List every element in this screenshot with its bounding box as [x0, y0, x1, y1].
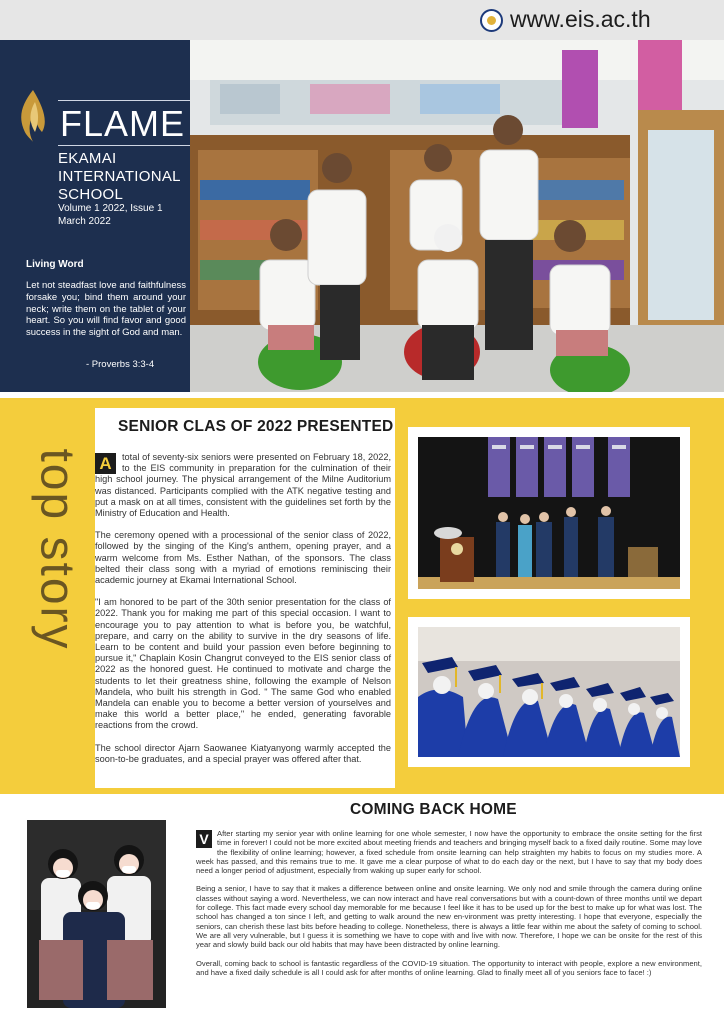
- issue-info: [58, 202, 163, 228]
- masthead: [0, 40, 190, 392]
- article-paragraph: The school director Ajarn Saowanee Kiatyanyong warmly accepted the soon-to-be graduates, and a special prayer was offered after that.: [95, 742, 391, 764]
- ceremony-stage-photo-frame: [408, 427, 690, 599]
- paragraph-text: total of seventy-six seniors were presented on February 18, 2022, to the EIS community in preparation for the culmination of their high school journey. The physical arrangement of the Milne Auditorium was distanced. Participants complied with the ATK negative testing and put a mask on at all times, consistent with the guidelines set forth by the Ministry of Education and Health.: [95, 452, 391, 519]
- ceremony-stage-image: [418, 437, 680, 589]
- living-word-reference: - Proverbs 3:3-4: [86, 359, 155, 370]
- website-link[interactable]: www.eis.ac.th: [510, 6, 651, 32]
- top-bar: [0, 0, 724, 40]
- volume-text: Volume 1 2022, Issue 1: [58, 203, 163, 214]
- article-body: [95, 452, 391, 776]
- article-title-coming-home: COMING BACK HOME: [350, 801, 517, 818]
- drop-cap: A: [95, 453, 116, 474]
- paragraph-text: After starting my senior year with online learning for one whole semester, I now have the opportunity to embrace the onsite setting for the first time in forever! I could not be more excited about meeting friends and teachers and bringing myself back to a fixed daily routine. Some may love the flexibility of online learning; however, a fixed schedule from onsite learning can help straighten my habits to focus on my studies more. A week has passed, and this remains true to me. It gave me a clear purpose of what to do each day or the next, but I have to say that my body does need a longer period of adjustment, especially from waking up super early for school.: [196, 829, 702, 876]
- article-paragraph: Being a senior, I have to say that it makes a difference between online and onsite learning. We only nod and smile through the camera during online classes without saying a word. Nevertheless, we can now interact and have real conversations but with a count-down of three months until we depart for college. This fact made every school day memorable for me because I feel like it has to be used up for the best to make up for what was lost. The school has changed a ton since I left, and getting to walk around the new en-vironment was pretty interesting. I hope that everyone, especially the seniors, can cherish these last bits before heading to college. Nonetheless, there is always a little fear within me about the safety of coming to school. We are all very vulnerable, but I guess it is something we have to cope with and live with now. Therefore, I hope we can be onsite for the rest of this year and slowly build back our old habits that may have been distracted by online learning.: [196, 884, 702, 950]
- school-name: [58, 150, 188, 204]
- graduates-image: [418, 627, 680, 757]
- graduates-photo-frame: [408, 617, 690, 767]
- living-word-text: Let not steadfast love and faithfulness forsake you; bind them around your neck; write them on the tablet of your heart. So you will find favor and good success in the sight of God and man.: [26, 280, 186, 339]
- article-paragraph: [95, 452, 391, 519]
- library-students-image: [190, 40, 724, 392]
- article-paragraph: Overall, coming back to school is fantastic regardless of the COVID-19 situation. The opportunity to interact with people, explore a new environment, and have a fixed daily schedule is all I could ask for after months of online learning. Glad to finally meet all of you seniors face to face! :): [196, 958, 702, 977]
- article-paragraph: The ceremony opened with a processional of the senior class of 2022, followed by the singing of the King's anthem, opening prayer, and a warm welcome from Ms. Esther Nathan, of the sponsors. The class belted their class song with a myriad of emotions reminiscing their academic journey at Ekamai International School.: [95, 530, 391, 586]
- living-word-title: Living Word: [26, 259, 84, 270]
- students-photo: [27, 820, 166, 1008]
- flame-icon: [14, 88, 52, 144]
- school-name-line: EKAMAI: [58, 150, 117, 167]
- article-title: SENIOR CLAS OF 2022 PRESENTED: [118, 418, 394, 435]
- article-paragraph: [196, 829, 702, 875]
- school-name-line: SCHOOL: [58, 186, 124, 203]
- coming-home-body: [196, 829, 702, 986]
- eis-seal-icon: [480, 9, 503, 32]
- newsletter-title: FLAME: [58, 100, 193, 146]
- article-paragraph: "I am honored to be part of the 30th senior presentation for the class of 2022. Thank you for making me part of this special occasion. I want to encourage you to pay attention to what is before you, be watchful, prepare, and carry on the ability to survive in the dry seasons of life. Learn to be content and build your passion even before beginning to pursue it," Chaplain Kosin Changrut conveyed to the EIS senior class of 2022 as the honored guest. He continued to motivate and charge the students to let their greatness shine, following the example of Nelson Mandela, who built his strength in God. " The same God who enabled Mandela can enable you to become a better version of yourselves and make this world a better place," he ended, generating favorable reactions from the crowd.: [95, 597, 391, 731]
- school-name-line: INTERNATIONAL: [58, 168, 181, 185]
- hero-photo: [190, 40, 724, 392]
- top-story-label: [30, 418, 84, 680]
- drop-cap: V: [196, 830, 212, 848]
- issue-date: March 2022: [58, 216, 111, 227]
- students-image: [27, 820, 166, 1008]
- section-label-text: top story: [30, 448, 84, 651]
